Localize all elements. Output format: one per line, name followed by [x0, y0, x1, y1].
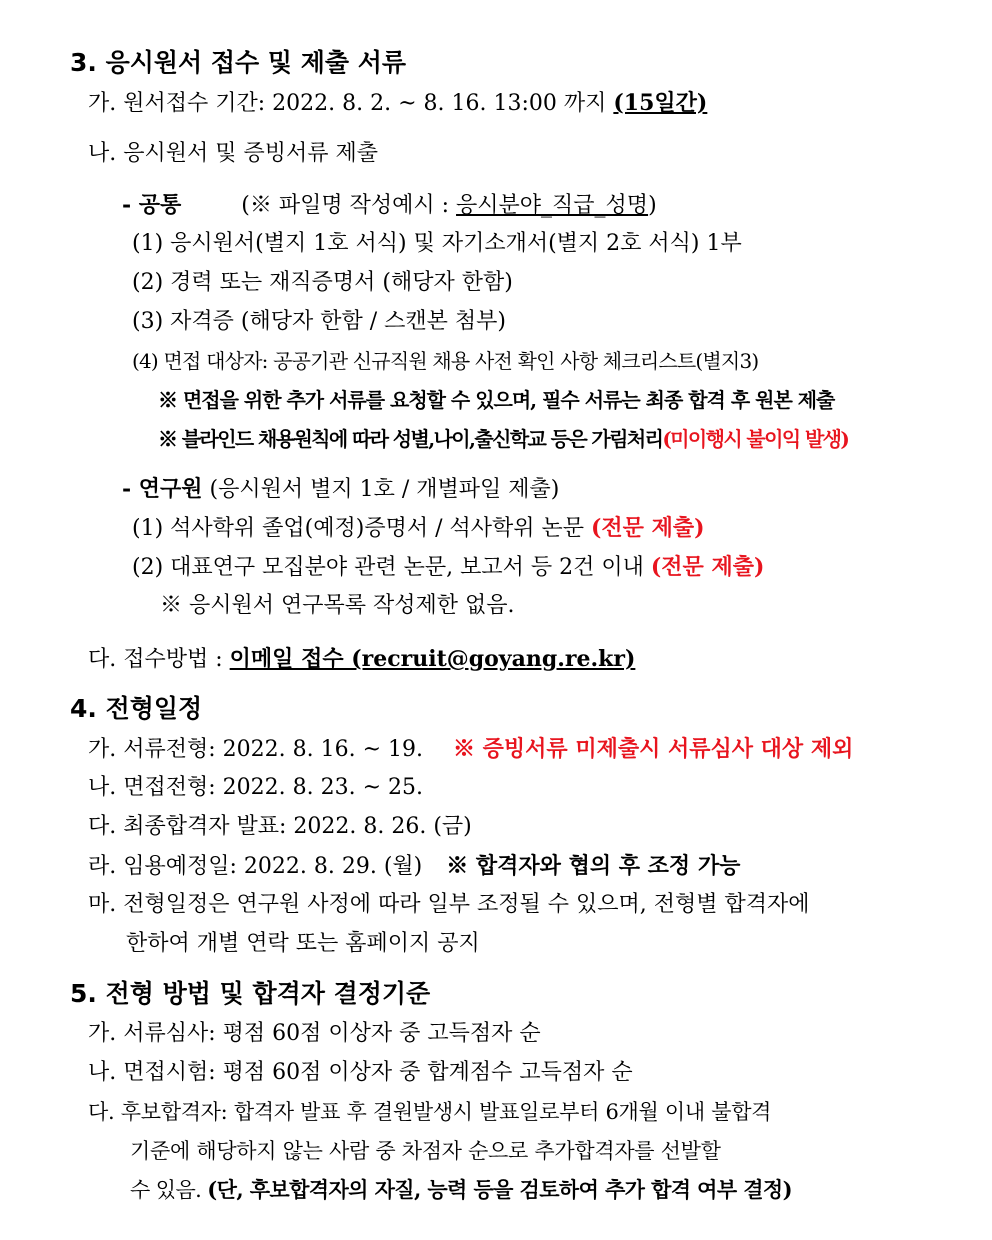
common-docs-heading: [122, 190, 657, 221]
filename-note-suffix: ): [648, 193, 657, 218]
schedule-document-text: 가. 서류전형: 2022. 8. 16. ~ 19.: [88, 737, 424, 762]
criteria-reserve-3-text: 수 있음.: [130, 1178, 208, 1202]
research-item-1-text: (1) 석사학위 졸업(예정)증명서 / 석사학위 논문: [132, 516, 591, 541]
submission-method-label: 다. 접수방법 :: [88, 647, 230, 672]
application-period: [88, 88, 707, 119]
schedule-change-note-1: 마. 전형일정은 연구원 사정에 따라 일부 조정될 수 있으며, 전형별 합격자에: [88, 892, 810, 917]
schedule-appointment: [88, 851, 740, 882]
schedule-appointment-text: 라. 임용예정일: 2022. 8. 29. (월): [88, 854, 423, 879]
filename-note-prefix: (※ 파일명 작성예시 :: [241, 193, 457, 218]
schedule-document-warning: ※ 증빙서류 미제출시 서류심사 대상 제외: [453, 736, 854, 762]
common-note-2: [158, 424, 848, 454]
research-label: - 연구원: [122, 476, 203, 502]
common-item-1: (1) 응시원서(별지 1호 서식) 및 자기소개서(별지 2호 서식) 1부: [132, 231, 742, 256]
research-item-1: [132, 513, 705, 544]
schedule-interview: 나. 면접전형: 2022. 8. 23. ~ 25.: [88, 775, 424, 800]
blind-note-text: ※ 블라인드 채용원칙에 따라 성별,나이,출신학교 등은 가림처리: [158, 427, 663, 451]
application-period-days: (15일간): [613, 90, 708, 116]
section4-title: 4. 전형일정: [70, 694, 203, 723]
section5-title: 5. 전형 방법 및 합격자 결정기준: [70, 979, 431, 1008]
submission-heading: 나. 응시원서 및 증빙서류 제출: [88, 141, 378, 166]
criteria-reserve-3: [130, 1175, 792, 1205]
section3-title: 3. 응시원서 접수 및 제출 서류: [70, 48, 407, 77]
common-note-1: ※ 면접을 위한 추가 서류를 요청할 수 있으며, 필수 서류는 최종 합격 후 원본 제출: [158, 388, 835, 412]
criteria-document: 가. 서류심사: 평점 60점 이상자 중 고득점자 순: [88, 1021, 541, 1046]
submission-method: [88, 644, 635, 675]
common-item-4: (4) 면접 대상자: 공공기관 신규직원 채용 사전 확인 사항 체크리스트(별지3): [132, 349, 759, 373]
research-note: (응시원서 별지 1호 / 개별파일 제출): [209, 477, 560, 502]
research-note-2: ※ 응시원서 연구목록 작성제한 없음.: [160, 593, 515, 618]
application-period-text: 가. 원서접수 기간: 2022. 8. 2. ~ 8. 16. 13:00 까지: [88, 91, 614, 116]
common-item-3: (3) 자격증 (해당자 한함 / 스캔본 첨부): [132, 309, 506, 334]
schedule-announcement: 다. 최종합격자 발표: 2022. 8. 26. (금): [88, 814, 472, 839]
common-label: - 공통: [122, 192, 182, 218]
common-item-2: (2) 경력 또는 재직증명서 (해당자 한함): [132, 270, 513, 295]
filename-example: 응시분야_직급_성명: [456, 193, 649, 218]
criteria-reserve-3-bold: (단, 후보합격자의 자질, 능력 등을 검토하여 추가 합격 여부 결정): [207, 1177, 792, 1202]
research-item-2-text: (2) 대표연구 모집분야 관련 논문, 보고서 등 2건 이내: [132, 555, 651, 580]
submission-email: 이메일 접수 (recruit@goyang.re.kr): [229, 646, 636, 672]
criteria-interview: 나. 면접시험: 평점 60점 이상자 중 합계점수 고득점자 순: [88, 1060, 633, 1085]
research-item-1-red: (전문 제출): [591, 515, 705, 541]
schedule-change-note-2: 한하여 개별 연락 또는 홈페이지 공지: [126, 931, 480, 956]
research-item-2-red: (전문 제출): [650, 554, 765, 580]
criteria-reserve-2: 기준에 해당하지 않는 사람 중 차점자 순으로 추가합격자를 선발할: [130, 1139, 721, 1163]
research-item-2: [132, 552, 764, 583]
blind-note-penalty: (미이행시 불이익 발생): [662, 427, 849, 451]
criteria-reserve-1: 다. 후보합격자: 합격자 발표 후 결원발생시 발표일로부터 6개월 이내 불합격: [88, 1100, 772, 1124]
schedule-document: [88, 734, 853, 765]
research-docs-heading: [122, 474, 559, 505]
schedule-appointment-note: ※ 합격자와 협의 후 조정 가능: [446, 853, 741, 879]
